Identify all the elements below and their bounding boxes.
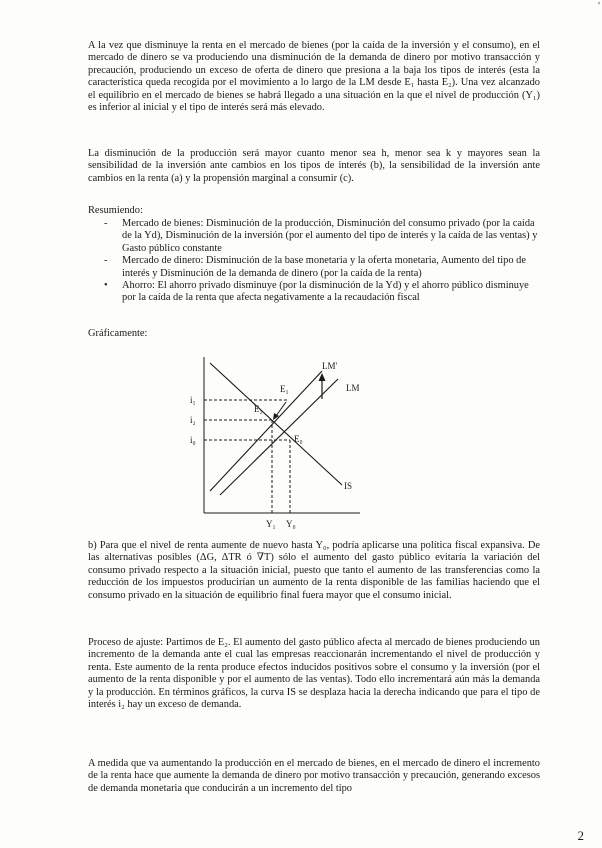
adjust-arrow — [276, 402, 286, 416]
paragraph-4: Proceso de ajuste: Partimos de E₂. El aumento del gasto público afecta al mercado de bienes produciendo un incremento de la demanda ante el cual las empresas reaccionarán incrementando el nivel de producción y renta. Este aumento de la renta produce efectos inducidos positivos sobre el consumo y la inversión (por el aumento de la renta disponible y por el aumento de las ventas). Todo ello incrementará aún más la demanda y la producción. En términos gráficos, la curva IS se desplaza hacia la derecha indicando que para el tipo de interés i₂ hay un exceso de demanda. — [88, 637, 540, 711]
i1-label: i₁ — [190, 395, 196, 405]
list-marker: • — [104, 280, 108, 292]
lm-label: LM — [346, 383, 360, 393]
list-item — [100, 218, 540, 255]
islm-diagram — [180, 355, 410, 535]
e2-label: E₂ — [254, 404, 263, 414]
lm-curve — [220, 379, 338, 495]
paragraph-1: A la vez que disminuye la renta en el mercado de bienes (por la caída de la inversión y el consumo), en el mercado de dinero se va produciendo una disminución de la demanda de dinero por motivo transacción y precaución, produciendo un exceso de oferta de dinero que presiona a la baja los tipos de interés (esta la característica queda recogida por el movimiento a lo largo de la LM desde E₁ hasta E₂). Una vez alcanzado el equilibrio en el mercado de bienes se habrá llegado a una situación en la que el nivel de producción (Y₁) es inferior al inicial y el tipo de interés será más elevado. — [88, 40, 540, 114]
y0-label: Y₀ — [286, 519, 296, 529]
e0-label: E₀ — [294, 434, 303, 444]
summary-heading: Resumiendo: — [88, 205, 143, 216]
paragraph-2: La disminución de la producción será mayor cuanto menor sea h, menor sea k y mayores sean la sensibilidad de la inversión ante cambios en los tipos de interés (b), la sensibilidad de la inversión ante cambios en la renta (a) y la propensión marginal a consumir (c). — [88, 148, 540, 184]
graph-heading: Gráficamente: — [88, 328, 148, 339]
paragraph-3: b) Para que el nivel de renta aumente de nuevo hasta Y₀, podría aplicarse una política fiscal expansiva. De las alternativas posibles (ΔG, ΔTR ó ∇T) sólo el aumento del gasto público evitaría la variación del consumo privado respecto a la situación inicial, puesto que tanto el aumento de las transferencias como la reducción de los impuestos producirían un aumento de la renta disponible de las familias haciendo que el consumo privado en la situación de equilibrio final fuera mayor que el consumo inicial. — [88, 540, 540, 601]
lm-prime-label: LM' — [322, 361, 338, 371]
y1-label: Y₁ — [266, 519, 276, 529]
list-item — [100, 280, 540, 305]
i0-label: i₀ — [190, 435, 196, 445]
adjust-arrow-head — [273, 413, 279, 420]
list-item — [100, 255, 540, 280]
paragraph-5: A medida que va aumentando la producción en el mercado de bienes, en el mercado de dinero el incremento de la renta hace que aumente la demanda de dinero por motivo transacción y precaución, generando excesos de demanda monetaria que conducirán a un incremento del tipo — [88, 758, 540, 794]
islm-figure — [180, 355, 410, 539]
e1-label: E₁ — [280, 384, 289, 394]
list-marker: - — [104, 218, 108, 229]
lm-prime-curve — [210, 371, 322, 491]
i2-label: i₂ — [190, 415, 196, 425]
list-item-text: Mercado de bienes: Disminución de la producción, Disminución del consumo privado (por la caída de la Yd), Disminución de la inversión (por el aumento del tipo de interés y la caída de las ventas) y Gasto público constante — [122, 218, 538, 254]
summary-list — [100, 218, 540, 305]
corner-mark: ' — [598, 0, 600, 12]
list-marker: - — [104, 255, 108, 267]
list-item-text: Ahorro: El ahorro privado disminuye (por la disminución de la Yd) y el ahorro público disminuye por la caída de la renta que afecta negativamente a la recaudación fiscal — [122, 280, 529, 304]
page-number: 2 — [577, 828, 584, 843]
list-item-text: Mercado de dinero: Disminución de la base monetaria y la oferta monetaria, Aumento del tipo de interés y Disminución de la demanda de dinero (por la caída de la renta) — [122, 255, 526, 279]
is-label: IS — [344, 481, 353, 491]
